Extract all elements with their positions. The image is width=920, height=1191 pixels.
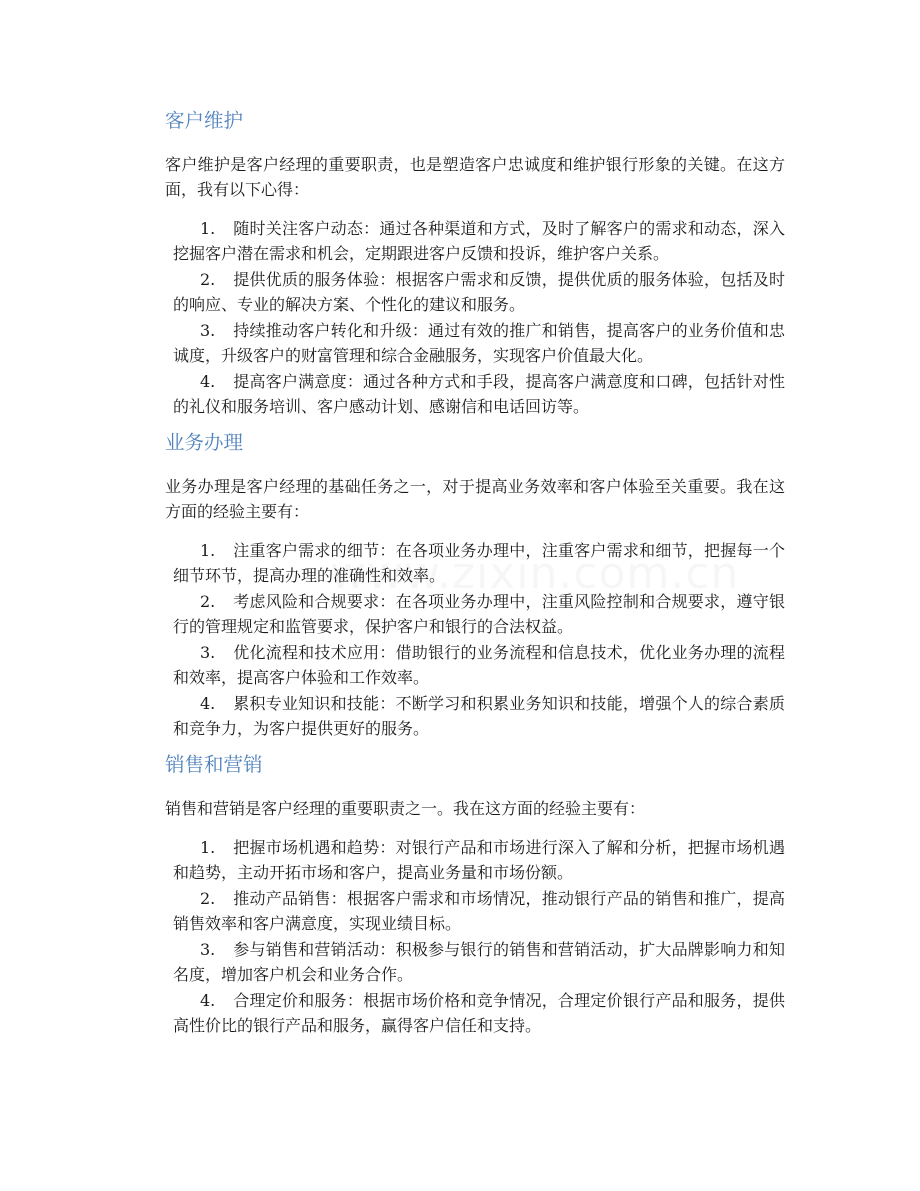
list-number: 2. [200, 889, 216, 908]
numbered-list [173, 539, 785, 741]
list-item [173, 692, 785, 741]
list-item [173, 539, 785, 588]
list-number: 1. [200, 219, 216, 238]
list-item-text: 优化流程和技术应用：借助银行的业务流程和信息技术，优化业务办理的流程和效率，提高客户体验和工作效率。 [173, 643, 785, 687]
list-number: 2. [200, 270, 216, 289]
list-item [173, 938, 785, 987]
section-intro: 客户维护是客户经理的重要职责，也是塑造客户忠诚度和维护银行形象的关键。在这方面，我有以下心得： [165, 155, 785, 199]
list-item [173, 887, 785, 936]
list-item [173, 217, 785, 266]
list-item [173, 319, 785, 368]
list-item [173, 989, 785, 1038]
section-heading: 客户维护 [165, 109, 244, 132]
section-intro: 销售和营销是客户经理的重要职责之一。我在这方面的经验主要有： [165, 799, 646, 818]
section-sales-marketing [165, 748, 785, 1038]
list-item-text: 把握市场机遇和趋势：对银行产品和市场进行深入了解和分析，把握市场机遇和趋势，主动开拓市场和客户，提高业务量和市场份额。 [173, 838, 785, 882]
list-item [173, 268, 785, 317]
list-number: 3. [200, 643, 216, 662]
list-number: 1. [200, 838, 216, 857]
list-item-text: 提高客户满意度：通过各种方式和手段，提高客户满意度和口碑，包括针对性的礼仪和服务培训、客户感动计划、感谢信和电话回访等。 [173, 372, 785, 416]
numbered-list [173, 836, 785, 1038]
list-item-text: 参与销售和营销活动：积极参与银行的销售和营销活动，扩大品牌影响力和知名度，增加客户机会和业务合作。 [173, 940, 785, 984]
list-item [173, 836, 785, 885]
list-number: 3. [200, 321, 216, 340]
list-item-text: 推动产品销售：根据客户需求和市场情况，推动银行产品的销售和推广，提高销售效率和客户满意度，实现业绩目标。 [173, 889, 785, 933]
numbered-list [173, 217, 785, 419]
section-heading: 销售和营销 [165, 753, 263, 776]
list-number: 4. [200, 694, 216, 713]
list-item-text: 提供优质的服务体验：根据客户需求和反馈，提供优质的服务体验，包括及时的响应、专业的解决方案、个性化的建议和服务。 [173, 270, 785, 314]
list-item [173, 370, 785, 419]
list-number: 3. [200, 940, 216, 959]
list-item [173, 641, 785, 690]
list-number: 4. [200, 991, 216, 1010]
list-number: 1. [200, 541, 216, 560]
list-number: 2. [200, 592, 216, 611]
section-intro: 业务办理是客户经理的基础任务之一，对于提高业务效率和客户体验至关重要。我在这方面的经验主要有： [165, 477, 785, 521]
document-body [165, 104, 785, 1040]
section-heading: 业务办理 [165, 431, 244, 454]
list-item-text: 合理定价和服务：根据市场价格和竞争情况，合理定价银行产品和服务，提供高性价比的银行产品和服务，赢得客户信任和支持。 [173, 991, 785, 1035]
list-item [173, 590, 785, 639]
section-business-handling [165, 426, 785, 741]
list-item-text: 注重客户需求的细节：在各项业务办理中，注重客户需求和细节，把握每一个细节环节，提高办理的准确性和效率。 [173, 541, 785, 585]
section-customer-maintenance [165, 104, 785, 419]
list-item-text: 持续推动客户转化和升级：通过有效的推广和销售，提高客户的业务价值和忠诚度，升级客户的财富管理和综合金融服务，实现客户价值最大化。 [173, 321, 785, 365]
list-item-text: 累积专业知识和技能：不断学习和积累业务知识和技能，增强个人的综合素质和竞争力，为客户提供更好的服务。 [173, 694, 785, 738]
list-item-text: 考虑风险和合规要求：在各项业务办理中，注重风险控制和合规要求，遵守银行的管理规定和监管要求，保护客户和银行的合法权益。 [173, 592, 785, 636]
list-number: 4. [200, 372, 216, 391]
list-item-text: 随时关注客户动态：通过各种渠道和方式，及时了解客户的需求和动态，深入挖掘客户潜在需求和机会，定期跟进客户反馈和投诉，维护客户关系。 [173, 219, 785, 263]
